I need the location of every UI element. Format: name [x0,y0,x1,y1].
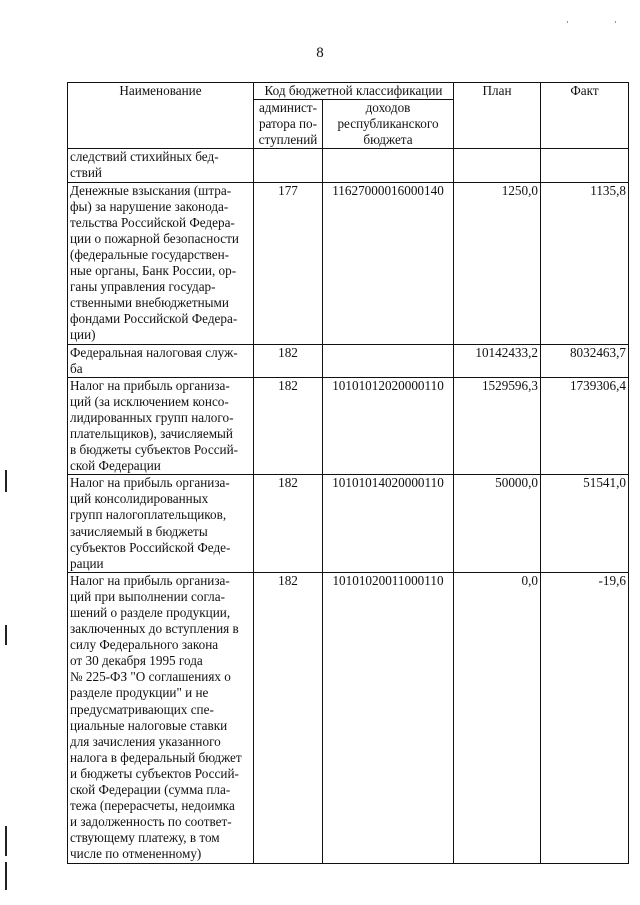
row-plan: 50000,0 [454,475,541,573]
row-admin-code: 182 [254,377,323,475]
row-fact: 51541,0 [541,475,629,573]
table-row [68,377,629,475]
row-budget-code: 11627000016000140 [323,182,454,344]
row-budget-code: 10101014020000110 [323,475,454,573]
margin-tick [5,826,7,856]
row-budget-code [323,344,454,377]
row-fact: 8032463,7 [541,344,629,377]
row-plan [454,149,541,182]
header-admin: админист- ратора по- ступлений [254,100,323,149]
page-number: 8 [316,45,324,61]
row-admin-code: 177 [254,182,323,344]
table-row [68,475,629,573]
row-budget-code [323,149,454,182]
row-plan: 0,0 [454,572,541,863]
header-name: Наименование [68,83,254,149]
row-fact: 1135,8 [541,182,629,344]
row-name: Налог на прибыль организа- ций при выполнении согла- шений о разделе продукции, заключенных до вступления в силу Федерального закона от 30 декабря 1995 года № 225-ФЗ "О соглашениях о разделе продукции" и не предусматривающих спе- циальные налоговые ставки для зачисления указанного налога в федеральный бюджет и бюджеты субъектов Россий- ской Федерации (сумма пла- тежа (перерасчеты, недоимка и задолженность по соответ- ствующему платежу, в том числе по отмененному) [68,572,254,863]
row-name: Налог на прибыль организа- ций консолидированных групп налогоплательщиков, зачисляемый в бюджеты субъектов Российской Феде- рации [68,475,254,573]
row-plan: 1250,0 [454,182,541,344]
table-row [68,344,629,377]
margin-tick [5,862,7,890]
header-plan: План [454,83,541,149]
header-fact: Факт [541,83,629,149]
table-row [68,572,629,863]
header-income: доходов республиканского бюджета [323,100,454,149]
row-name: Федеральная налоговая служ- ба [68,344,254,377]
row-name: Денежные взыскания (штра- фы) за нарушение законода- тельства Российской Федера- ции о пожарной безопасности (федеральные государствен- ные органы, Банк России, ор- ганы управления государ- ственными внебюджетными фондами Российской Федера- ции) [68,182,254,344]
table-row [68,149,629,182]
row-name: следствий стихийных бед- ствий [68,149,254,182]
row-plan: 1529596,3 [454,377,541,475]
row-fact: 1739306,4 [541,377,629,475]
row-admin-code: 182 [254,344,323,377]
scan-mark-right: · [614,17,617,27]
row-fact: -19,6 [541,572,629,863]
margin-tick [5,470,7,492]
margin-tick [5,625,7,645]
row-budget-code: 10101012020000110 [323,377,454,475]
header-budget-code-group: Код бюджетной классификации [254,83,454,100]
row-name: Налог на прибыль организа- ций (за исключением консо- лидированных групп налого- плательщиков), зачисляемый в бюджеты субъектов Россий- ской Федерации [68,377,254,475]
row-budget-code: 10101020011000110 [323,572,454,863]
row-plan: 10142433,2 [454,344,541,377]
row-fact [541,149,629,182]
table-row [68,182,629,344]
row-admin-code [254,149,323,182]
scan-mark-left: · [566,17,569,27]
row-admin-code: 182 [254,475,323,573]
row-admin-code: 182 [254,572,323,863]
budget-table [67,82,629,864]
